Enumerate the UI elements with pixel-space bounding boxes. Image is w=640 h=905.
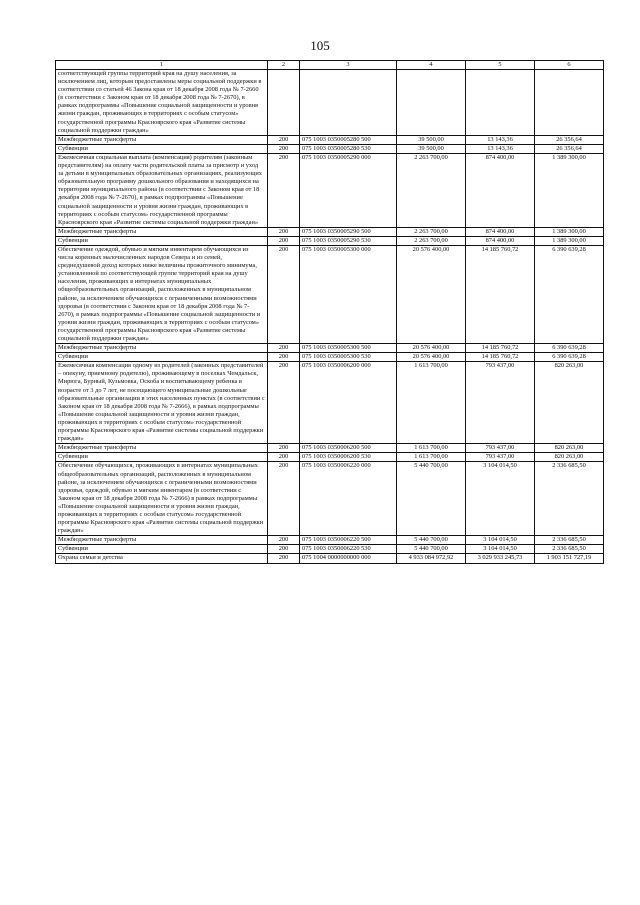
table-cell-c5: 793 437,00 xyxy=(466,453,535,462)
table-cell-c5: 3 104 014,50 xyxy=(466,536,535,545)
table-row xyxy=(56,545,604,554)
table-cell-c1: Субвенции xyxy=(56,353,268,362)
table-cell-c3 xyxy=(300,70,397,136)
table-cell-c5: 3 104 014,50 xyxy=(466,462,535,536)
table-cell-c5: 3 029 933 245,73 xyxy=(466,554,535,563)
table-cell-c3: 075 1003 0350005290 530 xyxy=(300,236,397,245)
table-cell-c6: 6 390 639,28 xyxy=(535,344,604,353)
table-cell-c1: Субвенции xyxy=(56,236,268,245)
table-cell-c2: 200 xyxy=(268,153,300,227)
table-cell-c5: 3 104 014,50 xyxy=(466,545,535,554)
table-cell-c3: 075 1004 0000000000 000 xyxy=(300,554,397,563)
table-cell-c4: 2 263 700,00 xyxy=(397,153,466,227)
table-cell-c3: 075 1003 0350005300 530 xyxy=(300,353,397,362)
table-cell-c1: Межбюджетные трансферты xyxy=(56,227,268,236)
table-cell-c1: Субвенции xyxy=(56,453,268,462)
table-cell-c6: 1 389 300,00 xyxy=(535,153,604,227)
table-row xyxy=(56,453,604,462)
column-header: 5 xyxy=(466,61,535,70)
table-cell-c1: Ежемесячная компенсация одному из родителей (законных представителей – опекуну, приемному родителю), проживающему в поселках Чемдальск, Мирюга, Бурный, Кузьмовка, Оскоба и воспитывающему ребенка в возрасте от 3 до 7 лет, не посещающего муниципальные дошкольные образовательные организации в этих населенных пунктах (в соответствии с Законом края от 18 декабря 2008 года № 7-2666), в рамках подпрограммы «Повышение социальной защищенности и уровня жизни граждан, проживающих в территориях с особым статусом» государственной программы Красноярского края «Развитие системы социальной поддержки граждан» xyxy=(56,362,268,444)
table-cell-c1: Ежемесячная социальная выплата (компенсация) родителям (законным представителям) на оплату части родительской платы за присмотр и уход за детьми в муниципальных образовательных организациях, реализующих образовательную программу дошкольного образования и находящихся на территории муниципального района (в соответствии с Законом края от 18 декабря 2008 года № 7-2670), в рамках подпрограммы «Повышение социальной защищенности и уровня жизни граждан, проживающих в территориях с особым статусом» государственной программы Красноярского края «Развитие системы социальной поддержки граждан» xyxy=(56,153,268,227)
table-cell-c2: 200 xyxy=(268,462,300,536)
table-cell-c4: 20 576 400,00 xyxy=(397,245,466,343)
table-cell-c6: 2 336 685,50 xyxy=(535,462,604,536)
column-header: 6 xyxy=(535,61,604,70)
table-cell-c3: 075 1003 0350005280 500 xyxy=(300,135,397,144)
table-cell-c4 xyxy=(397,70,466,136)
table-cell-c1: Межбюджетные трансферты xyxy=(56,135,268,144)
table-cell-c2: 200 xyxy=(268,353,300,362)
table-cell-c5: 874 400,00 xyxy=(466,227,535,236)
table-cell-c2: 200 xyxy=(268,135,300,144)
table-row xyxy=(56,444,604,453)
table-cell-c3: 075 1003 0350005290 000 xyxy=(300,153,397,227)
table-row xyxy=(56,344,604,353)
table-cell-c2: 200 xyxy=(268,236,300,245)
table-cell-c2: 200 xyxy=(268,554,300,563)
table-cell-c1: Обеспечение одеждой, обувью и мягким инвентарем обучающихся из числа коренных малочисленных народов Севера и из семей, среднедушевой доход которых ниже величины прожиточного минимума, установленной по соответствующей группе территорий края на душу населения, проживающих в интернатах муниципальных общеобразовательных организаций, расположенных в муниципальном районе, за исключением обучающихся с ограниченными возможностями здоровья (в соответствии с Законом края от 18 декабря 2008 года № 7-2670), в рамках подпрограммы «Повышение социальной защищенности и уровня жизни граждан, проживающих в территориях с особым статусом» государственной программы Красноярского края «Развитие системы социальной поддержки граждан» xyxy=(56,245,268,343)
table-cell-c6: 6 390 639,28 xyxy=(535,245,604,343)
table-cell-c3: 075 1003 0350005300 000 xyxy=(300,245,397,343)
table-cell-c4: 39 500,00 xyxy=(397,135,466,144)
table-cell-c4: 1 613 700,00 xyxy=(397,362,466,444)
table-row xyxy=(56,70,604,136)
table-cell-c2: 200 xyxy=(268,227,300,236)
table-cell-c1: Обеспечение обучающихся, проживающих в интернатах муниципальных общеобразовательных организаций, расположенных в муниципальном районе, за исключением обучающихся с ограниченными возможностями здоровья, одеждой, обувью и мягким инвентарем (в соответствии с Законом края от 18 декабря 2008 года № 7-2666) в рамках подпрограммы «Повышение социальной защищенности и уровня жизни граждан, проживающих в территориях с особым статусом» государственной программы Красноярского края «Развитие системы социальной поддержки граждан» xyxy=(56,462,268,536)
table-cell-c5 xyxy=(466,70,535,136)
table-row xyxy=(56,245,604,343)
table-row xyxy=(56,462,604,536)
table-cell-c3: 075 1003 0350005280 530 xyxy=(300,144,397,153)
table-cell-c6: 820 263,00 xyxy=(535,362,604,444)
table-cell-c4: 5 440 700,00 xyxy=(397,536,466,545)
table-cell-c4: 5 440 700,00 xyxy=(397,462,466,536)
table-cell-c5: 874 400,00 xyxy=(466,236,535,245)
table-body xyxy=(56,70,604,564)
table-cell-c5: 793 437,00 xyxy=(466,362,535,444)
table-cell-c1: Межбюджетные трансферты xyxy=(56,536,268,545)
table-cell-c3: 075 1003 0350006220 500 xyxy=(300,536,397,545)
table-cell-c4: 5 440 700,00 xyxy=(397,545,466,554)
table-cell-c1: Межбюджетные трансферты xyxy=(56,444,268,453)
table-row xyxy=(56,135,604,144)
table-row xyxy=(56,236,604,245)
table-cell-c2: 200 xyxy=(268,536,300,545)
table-cell-c6: 820 263,00 xyxy=(535,453,604,462)
table-cell-c6: 26 356,64 xyxy=(535,144,604,153)
table-cell-c1: соответствующей группы территорий края на душу населения, за исключением лиц, которым предоставлены меры социальной поддержки в соответствии со статьей 46 Закона края от 18 декабря 2008 года № 7-2660 (в соответствии с Законом края от 18 декабря 2008 года № 7-2670), в рамках подпрограммы «Повышение социальной защищенности и уровня жизни граждан, проживающих в территориях с особым статусом» государственной программы Красноярского края «Развитие системы социальной поддержки граждан» xyxy=(56,70,268,136)
column-header: 1 xyxy=(56,61,268,70)
table-cell-c2: 200 xyxy=(268,344,300,353)
budget-table xyxy=(55,60,604,564)
table-cell-c6: 2 336 685,50 xyxy=(535,536,604,545)
table-cell-c6: 1 389 300,00 xyxy=(535,236,604,245)
table-cell-c3: 075 1003 0350006220 000 xyxy=(300,462,397,536)
table-cell-c5: 14 185 760,72 xyxy=(466,245,535,343)
table-row xyxy=(56,362,604,444)
table-cell-c4: 4 933 084 972,92 xyxy=(397,554,466,563)
table-cell-c2: 200 xyxy=(268,144,300,153)
table-cell-c4: 1 613 700,00 xyxy=(397,444,466,453)
column-header: 2 xyxy=(268,61,300,70)
table-cell-c2: 200 xyxy=(268,545,300,554)
column-header: 4 xyxy=(397,61,466,70)
table-cell-c3: 075 1003 0350006200 000 xyxy=(300,362,397,444)
table-cell-c3: 075 1003 0350005290 500 xyxy=(300,227,397,236)
table-row xyxy=(56,144,604,153)
table-cell-c2: 200 xyxy=(268,245,300,343)
table-cell-c4: 2 263 700,00 xyxy=(397,236,466,245)
table-cell-c6: 1 903 151 727,19 xyxy=(535,554,604,563)
table-cell-c3: 075 1003 0350006200 500 xyxy=(300,444,397,453)
table-header-row xyxy=(56,61,604,70)
page-number: 105 xyxy=(310,38,330,53)
table-cell-c3: 075 1003 0350006200 530 xyxy=(300,453,397,462)
table-cell-c5: 14 185 760,72 xyxy=(466,353,535,362)
table-cell-c6: 820 263,00 xyxy=(535,444,604,453)
table-cell-c4: 2 263 700,00 xyxy=(397,227,466,236)
table-row xyxy=(56,536,604,545)
table-cell-c6: 26 356,64 xyxy=(535,135,604,144)
table-row xyxy=(56,554,604,563)
table-cell-c6: 2 336 685,50 xyxy=(535,545,604,554)
table-cell-c3: 075 1003 0350006220 530 xyxy=(300,545,397,554)
table-cell-c6 xyxy=(535,70,604,136)
table-cell-c1: Субвенции xyxy=(56,144,268,153)
table-row xyxy=(56,227,604,236)
table-cell-c2 xyxy=(268,70,300,136)
table-cell-c5: 13 143,36 xyxy=(466,144,535,153)
table-cell-c4: 20 576 400,00 xyxy=(397,353,466,362)
column-header: 3 xyxy=(300,61,397,70)
table-cell-c4: 1 613 700,00 xyxy=(397,453,466,462)
table-cell-c4: 20 576 400,00 xyxy=(397,344,466,353)
table-cell-c1: Охрана семьи и детства xyxy=(56,554,268,563)
table-cell-c6: 6 390 639,28 xyxy=(535,353,604,362)
table-row xyxy=(56,353,604,362)
table-cell-c4: 39 500,00 xyxy=(397,144,466,153)
table-cell-c5: 13 143,36 xyxy=(466,135,535,144)
table-cell-c5: 874 400,00 xyxy=(466,153,535,227)
table-cell-c1: Субвенции xyxy=(56,545,268,554)
table-cell-c2: 200 xyxy=(268,444,300,453)
table-cell-c2: 200 xyxy=(268,362,300,444)
table-row xyxy=(56,153,604,227)
table-cell-c5: 14 185 760,72 xyxy=(466,344,535,353)
table-cell-c3: 075 1003 0350005300 500 xyxy=(300,344,397,353)
table-cell-c2: 200 xyxy=(268,453,300,462)
table-cell-c1: Межбюджетные трансферты xyxy=(56,344,268,353)
table-cell-c5: 793 437,00 xyxy=(466,444,535,453)
table-cell-c6: 1 389 300,00 xyxy=(535,227,604,236)
